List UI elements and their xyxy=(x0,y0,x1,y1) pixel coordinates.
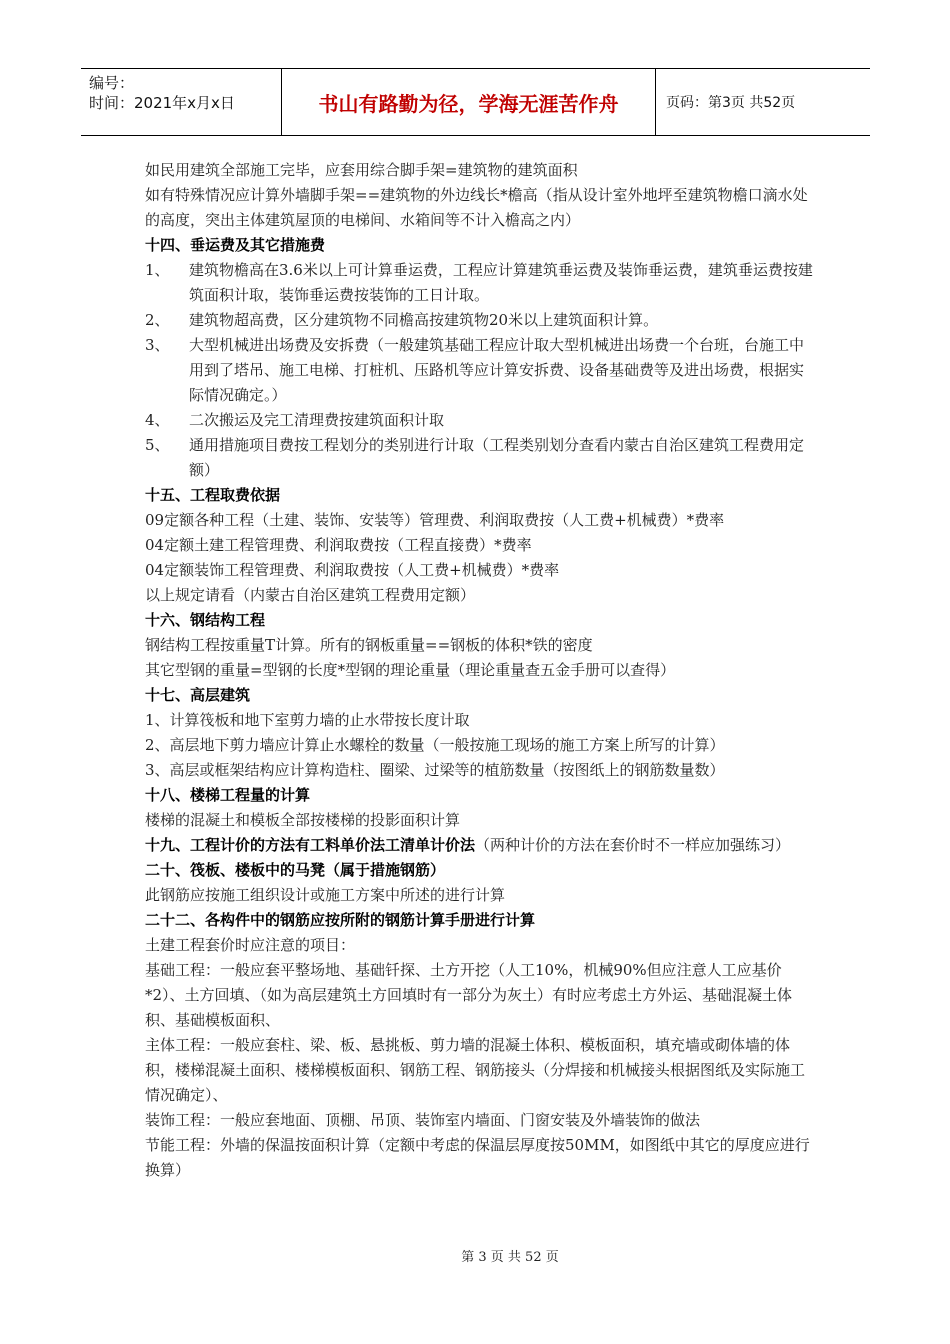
page-footer: 第 3 页 共 52 页 xyxy=(461,1250,559,1265)
paragraph: 楼梯的混凝土和模板全部按楼梯的投影面积计算 xyxy=(145,811,461,829)
time-label: 时间：2021年x月x日 xyxy=(89,94,235,112)
paragraph: 04定额装饰工程管理费、利润取费按（人工费+机械费）*费率 xyxy=(145,561,560,579)
list-number: 1、 xyxy=(145,261,170,279)
list-item xyxy=(145,433,815,483)
list-item xyxy=(145,308,815,333)
header-meta xyxy=(81,69,281,135)
paragraph: 钢结构工程按重量T计算。所有的钢板重量==钢板的体积*铁的密度 xyxy=(145,636,593,654)
paragraph: 主体工程：一般应套柱、梁、板、悬挑板、剪力墙的混凝土体积、模板面积，填充墙或砌体墙的体积，楼梯混凝土面积、楼梯模板面积、钢筋工程、钢筋接头（分焊接和机械接头根据图纸及实际施工情况确定）、 xyxy=(145,1036,806,1104)
section-heading-20: 二十、筏板、楼板中的马凳（属于措施钢筋） xyxy=(145,861,446,879)
list-text: 建筑物檐高在3.6米以上可计算垂运费，工程应计算建筑垂运费及装饰垂运费，建筑垂运费按建筑面积计取，装饰垂运费按装饰的工日计取。 xyxy=(189,261,813,304)
list-text: 大型机械进出场费及安拆费（一般建筑基础工程应计取大型机械进出场费一个台班，台施工中用到了塔吊、施工电梯、打桩机、压路机等应计算安拆费、设备基础费等及进出场费，根据实际情况确定。） xyxy=(189,336,805,404)
section-heading-22: 二十二、各构件中的钢筋应按所附的钢筋计算手册进行计算 xyxy=(145,911,536,929)
section-heading-19: 十九、工程计价的方法有工料单价法工清单计价法 xyxy=(145,836,476,854)
paragraph: 此钢筋应按施工组织设计或施工方案中所述的进行计算 xyxy=(145,886,506,904)
list-item xyxy=(145,258,815,308)
header-motto: 书山有路勤为径，学海无涯苦作舟 xyxy=(281,69,656,135)
paragraph: 以上规定请看（内蒙古自治区建筑工程费用定额） xyxy=(145,586,476,604)
list-number: 3、 xyxy=(145,336,170,354)
list-text: 建筑物超高费，区分建筑物不同檐高按建筑物20米以上建筑面积计算。 xyxy=(189,311,659,329)
list-number: 5、 xyxy=(145,436,170,454)
paragraph: 如有特殊情况应计算外墙脚手架==建筑物的外边线长*檐高（指从设计室外地坪至建筑物檐口滴水处的高度，突出主体建筑屋顶的电梯间、水箱间等不计入檐高之内） xyxy=(145,186,808,229)
section-heading-15: 十五、工程取费依据 xyxy=(145,486,281,504)
header-page-info: 页码：第3页 共52页 xyxy=(666,95,796,111)
paragraph: 土建工程套价时应注意的项目： xyxy=(145,936,356,954)
list-text: 通用措施项目费按工程划分的类别进行计取（工程类别划分查看内蒙古自治区建筑工程费用定额） xyxy=(189,436,805,479)
paragraph: 04定额土建工程管理费、利润取费按（工程直接费）*费率 xyxy=(145,536,532,554)
paragraph: 1、计算筏板和地下室剪力墙的止水带按长度计取 xyxy=(145,711,470,729)
paragraph: 装饰工程：一般应套地面、顶棚、吊顶、装饰室内墙面、门窗安装及外墙装饰的做法 xyxy=(145,1111,701,1129)
list-text: 二次搬运及完工清理费按建筑面积计取 xyxy=(189,411,445,429)
paragraph: 节能工程：外墙的保温按面积计算（定额中考虑的保温层厚度按50MM，如图纸中其它的厚度应进行换算） xyxy=(145,1136,810,1179)
list-number: 2、 xyxy=(145,311,170,329)
section-heading-16: 十六、钢结构工程 xyxy=(145,611,266,629)
number-label: 编号： xyxy=(89,74,135,92)
paragraph: 如民用建筑全部施工完毕，应套用综合脚手架=建筑物的建筑面积 xyxy=(145,161,578,179)
section-19 xyxy=(145,833,815,858)
section-heading-14: 十四、垂运费及其它措施费 xyxy=(145,236,326,254)
paragraph: 2、高层地下剪力墙应计算止水螺栓的数量（一般按施工现场的施工方案上所写的计算） xyxy=(145,736,725,754)
paragraph: 基础工程：一般应套平整场地、基础钎探、土方开挖（人工10%，机械90%但应注意人工应基价*2）、土方回填、（如为高层建筑土方回填时有一部分为灰土）有时应考虑土方外运、基础混凝土体积、基础模板面积、 xyxy=(145,961,793,1029)
section-19-note: （两种计价的方法在套价时不一样应加强练习） xyxy=(475,836,791,854)
list-item xyxy=(145,408,815,433)
paragraph: 其它型钢的重量=型钢的长度*型钢的理论重量（理论重量查五金手册可以查得） xyxy=(145,661,676,679)
section-heading-18: 十八、楼梯工程量的计算 xyxy=(145,786,311,804)
page-header xyxy=(81,68,870,136)
section-heading-17: 十七、高层建筑 xyxy=(145,686,251,704)
paragraph: 3、高层或框架结构应计算构造柱、圈梁、过梁等的植筋数量（按图纸上的钢筋数量数） xyxy=(145,761,725,779)
document-body xyxy=(145,158,815,1183)
list-number: 4、 xyxy=(145,411,170,429)
paragraph: 09定额各种工程（土建、装饰、安装等）管理费、利润取费按（人工费+机械费）*费率 xyxy=(145,511,725,529)
list-item xyxy=(145,333,815,408)
